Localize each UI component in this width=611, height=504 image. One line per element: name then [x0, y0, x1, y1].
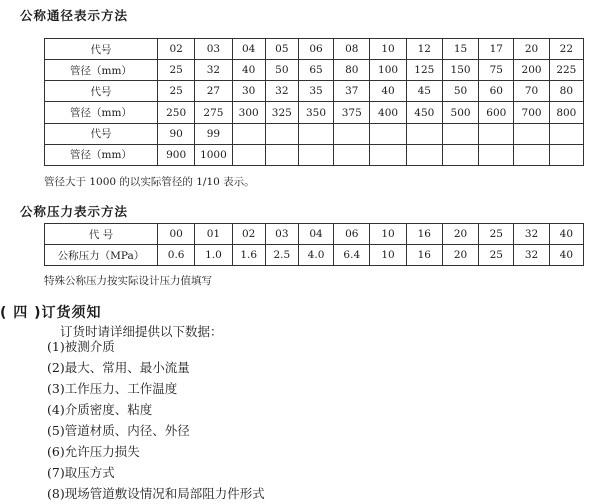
table-cell: 32: [514, 245, 549, 266]
row-label-cell: 公称压力（MPa）: [45, 245, 158, 266]
row-label-cell: 管径（mm）: [45, 60, 158, 81]
table-cell: 75: [479, 60, 514, 81]
table-cell: 17: [479, 39, 514, 60]
row-label-cell: 管径（mm）: [45, 144, 158, 165]
table-cell: 80: [334, 60, 370, 81]
table-cell: 06: [334, 224, 370, 245]
table-cell: 45: [406, 81, 442, 102]
table-cell: 25: [479, 245, 514, 266]
table-cell: 00: [157, 224, 194, 245]
table-cell: 1.6: [232, 245, 265, 266]
table-cell: 100: [370, 60, 406, 81]
table-cell: [232, 123, 265, 144]
dn-note: 管径大于 1000 的以实际管径的 1/10 表示。: [44, 176, 255, 188]
table-cell: 32: [195, 60, 232, 81]
table-row: [45, 224, 584, 245]
table-cell: 40: [370, 81, 406, 102]
table-cell: [334, 123, 370, 144]
table-cell: 700: [514, 102, 549, 123]
table-cell: 15: [442, 39, 478, 60]
table-cell: 300: [232, 102, 265, 123]
table-cell: 250: [157, 102, 194, 123]
table-cell: 90: [157, 123, 194, 144]
table-cell: 12: [406, 39, 442, 60]
table-cell: 25: [479, 224, 514, 245]
table-cell: 40: [549, 224, 583, 245]
row-label-cell: 代号: [45, 81, 158, 102]
table-cell: 06: [298, 39, 333, 60]
pn-note: 特殊公称压力按实际设计压力值填写: [44, 275, 212, 287]
table-cell: 03: [265, 224, 298, 245]
table-cell: 0.6: [157, 245, 194, 266]
table-cell: 400: [370, 102, 406, 123]
table-cell: [334, 144, 370, 165]
table-cell: 60: [479, 81, 514, 102]
table-cell: 25: [157, 60, 194, 81]
table-cell: 20: [442, 245, 478, 266]
table-cell: 6.4: [334, 245, 370, 266]
table-cell: [514, 144, 549, 165]
table-cell: 16: [406, 245, 442, 266]
order-list-item: (4)介质密度、粘度: [47, 402, 153, 417]
table-cell: 04: [232, 39, 265, 60]
table-cell: 80: [549, 81, 583, 102]
table-cell: 04: [298, 224, 333, 245]
table-cell: [406, 123, 442, 144]
table-cell: 150: [442, 60, 478, 81]
table-cell: [370, 144, 406, 165]
row-label-cell: 代号: [45, 39, 158, 60]
pn-heading: 公称压力表示方法: [20, 204, 129, 219]
table-cell: 2.5: [265, 245, 298, 266]
row-label-cell: 代号: [45, 123, 158, 144]
order-list-item: (8)现场管道敷设情况和局部阻力件形式: [47, 486, 265, 501]
order-list-item: (6)允许压力损失: [47, 444, 140, 459]
table-cell: 22: [549, 39, 583, 60]
table-cell: 350: [298, 102, 333, 123]
order-list-item: (1)被测介质: [47, 339, 115, 354]
table-cell: 40: [232, 60, 265, 81]
table-cell: 27: [195, 81, 232, 102]
table-cell: [442, 123, 478, 144]
table-cell: 50: [265, 60, 298, 81]
table-cell: 25: [157, 81, 194, 102]
table-cell: [298, 123, 333, 144]
table-cell: 275: [195, 102, 232, 123]
table-cell: 20: [442, 224, 478, 245]
table-cell: [442, 144, 478, 165]
table-cell: 02: [232, 224, 265, 245]
table-cell: 50: [442, 81, 478, 102]
table-cell: [549, 123, 583, 144]
table-row: [45, 144, 584, 165]
row-label-cell: 管径（mm）: [45, 102, 158, 123]
table-cell: 200: [514, 60, 549, 81]
table-cell: 70: [514, 81, 549, 102]
table-cell: 32: [514, 224, 549, 245]
table-cell: [265, 144, 298, 165]
table-cell: 65: [298, 60, 333, 81]
table-cell: 35: [298, 81, 333, 102]
dn-heading: 公称通径表示方法: [20, 8, 129, 23]
table-cell: [298, 144, 333, 165]
table-cell: [406, 144, 442, 165]
table-cell: 40: [549, 245, 583, 266]
order-intro: 订货时请详细提供以下数据：: [60, 324, 223, 339]
table-cell: 900: [157, 144, 194, 165]
table-cell: 32: [265, 81, 298, 102]
table-cell: 1000: [195, 144, 232, 165]
table-row: [45, 245, 584, 266]
table-cell: 4.0: [298, 245, 333, 266]
table-cell: 30: [232, 81, 265, 102]
row-label-cell: 代 号: [45, 224, 158, 245]
table-cell: [232, 144, 265, 165]
table-cell: 05: [265, 39, 298, 60]
table-row: [45, 60, 584, 81]
order-list-item: (3)工作压力、工作温度: [47, 381, 178, 396]
dn-table: [44, 38, 584, 166]
order-list-item: (7)取压方式: [47, 465, 115, 480]
table-cell: 99: [195, 123, 232, 144]
table-cell: 600: [479, 102, 514, 123]
table-cell: 10: [370, 39, 406, 60]
table-cell: [265, 123, 298, 144]
table-cell: 10: [370, 245, 406, 266]
table-cell: 375: [334, 102, 370, 123]
table-cell: [479, 144, 514, 165]
table-cell: 450: [406, 102, 442, 123]
table-cell: 10: [370, 224, 406, 245]
table-cell: 225: [549, 60, 583, 81]
table-cell: [514, 123, 549, 144]
table-cell: 1.0: [195, 245, 232, 266]
order-title: ( 四 )订货须知: [0, 305, 102, 321]
table-cell: 01: [195, 224, 232, 245]
order-list: [47, 336, 265, 504]
table-row: [45, 123, 584, 144]
table-cell: [370, 123, 406, 144]
table-cell: [479, 123, 514, 144]
table-cell: [549, 144, 583, 165]
table-cell: 16: [406, 224, 442, 245]
order-list-item: (2)最大、常用、最小流量: [47, 360, 190, 375]
order-list-item: (5)管道材质、内径、外径: [47, 423, 190, 438]
table-cell: 20: [514, 39, 549, 60]
table-cell: 03: [195, 39, 232, 60]
table-cell: 500: [442, 102, 478, 123]
table-cell: 325: [265, 102, 298, 123]
table-cell: 800: [549, 102, 583, 123]
table-row: [45, 102, 584, 123]
table-cell: 37: [334, 81, 370, 102]
table-row: [45, 81, 584, 102]
pn-table: [44, 223, 584, 266]
table-cell: 125: [406, 60, 442, 81]
table-cell: 02: [157, 39, 194, 60]
table-row: [45, 39, 584, 60]
table-cell: 08: [334, 39, 370, 60]
